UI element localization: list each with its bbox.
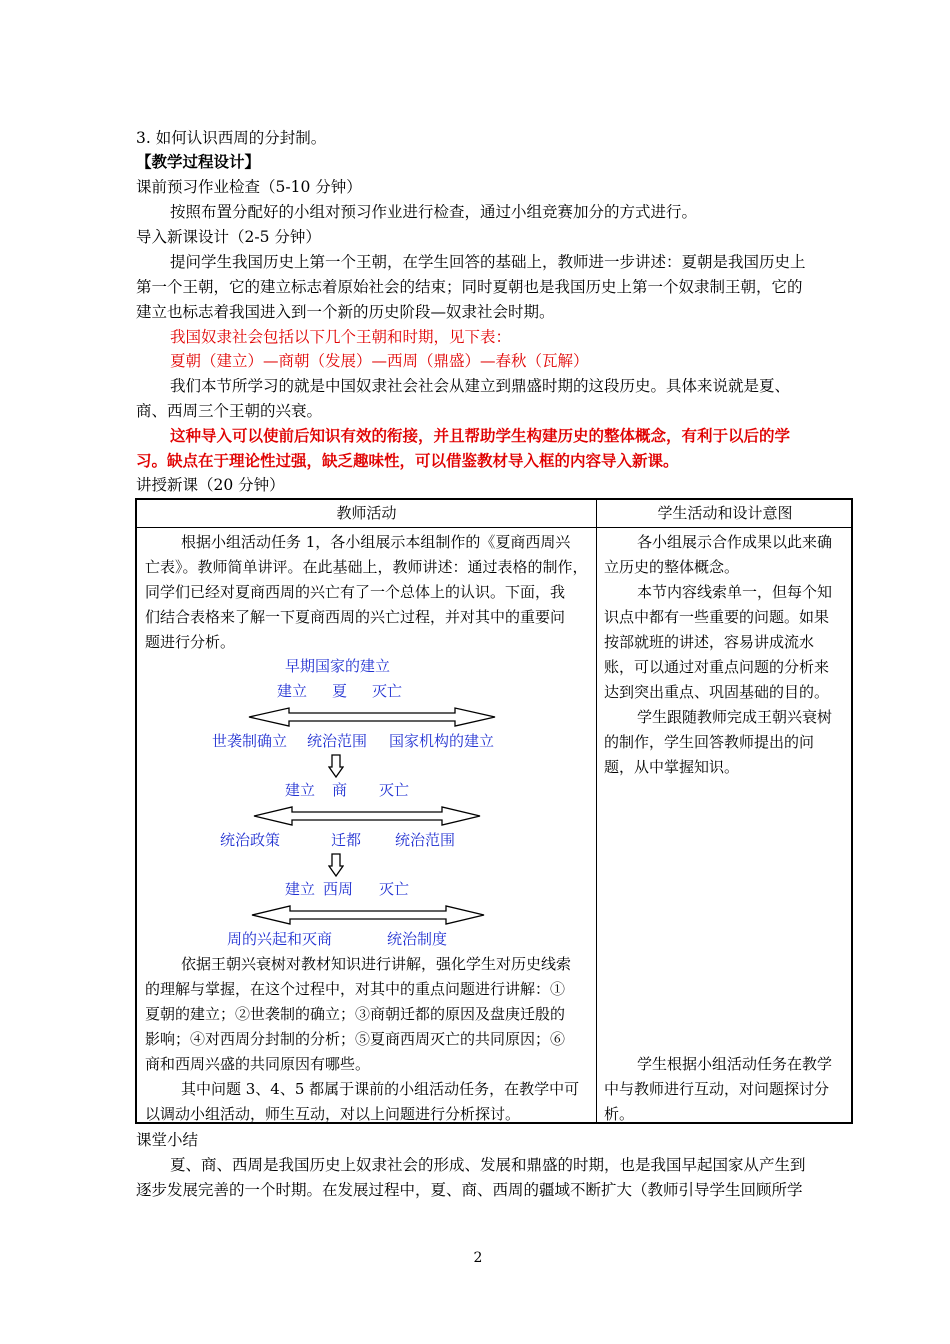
down-arrow-2	[328, 853, 344, 877]
preview-heading: 课前预习作业检查（5-10 分钟）	[136, 178, 362, 196]
shang-double-arrow	[252, 804, 482, 828]
teacher-p3-line: 以调动小组活动，师生互动，对以上问题进行分析探讨。	[145, 1105, 521, 1123]
teacher-p1-line: 亡表》。教师简单讲评。在此基础上，教师讲述：通过表格的制作，	[145, 558, 588, 576]
student-p1-line: 各小组展示合作成果以此来确	[637, 533, 833, 551]
closing-line-1: 夏、商、西周是我国历史上奴隶社会的形成、发展和鼎盛的时期，也是我国早起国家从产生到	[170, 1156, 806, 1174]
xia-state-organs: 国家机构的建立	[389, 732, 495, 750]
zhou-establish: 建立	[285, 880, 316, 898]
shang-policy: 统治政策	[220, 831, 281, 849]
student-p2-line: 账，可以通过对重点问题的分析来	[604, 658, 830, 676]
column-divider	[596, 500, 597, 1122]
xia-fall: 灭亡	[372, 682, 403, 700]
student-p3-line: 的制作，学生回答教师提出的问	[604, 733, 815, 751]
student-p2-line: 本节内容线索单一，但每个知	[637, 583, 833, 601]
summary-line-2: 商、西周三个王朝的兴衰。	[136, 402, 323, 420]
student-p4-line: 中与教师进行互动，对问题探讨分	[604, 1080, 830, 1098]
xia-hereditary: 世袭制确立	[212, 732, 288, 750]
teacher-p2-line: 影响；④对西周分封制的分析；⑤夏商西周灭亡的共同原因；⑥	[145, 1030, 566, 1048]
teacher-p2-line: 夏朝的建立；②世袭制的确立；③商朝迁都的原因及盘庚迁殷的	[145, 1005, 566, 1023]
zhou-double-arrow	[250, 903, 486, 927]
student-p2-line: 识点中都有一些重要的问题。如果	[604, 608, 830, 626]
teacher-p2-line: 的理解与掌握，在这个过程中，对其中的重点问题进行讲解：①	[145, 980, 566, 998]
lead-paragraph-line-3: 建立也标志着我国进入到一个新的历史阶段—奴隶社会时期。	[136, 303, 555, 321]
zhou-label: 西周	[323, 880, 354, 898]
student-p3-line: 题，从中掌握知识。	[604, 758, 740, 776]
student-p2-line: 按部就班的讲述，容易讲成流水	[604, 633, 815, 651]
diagram-title: 早期国家的建立	[285, 657, 391, 675]
xia-territory: 统治范围	[307, 732, 368, 750]
zhou-fall: 灭亡	[379, 880, 410, 898]
xia-establish: 建立	[277, 682, 308, 700]
teacher-p1-line: 同学们已经对夏商西周的兴亡有了一个总体上的认识。下面，我	[145, 583, 566, 601]
summary-line-1: 我们本节所学习的就是中国奴隶社会社会从建立到鼎盛时期的这段历史。具体来说就是夏、	[170, 377, 791, 395]
item-3: 3. 如何认识西周的分封制。	[136, 129, 327, 147]
red-note-line-2: 夏朝（建立）—商朝（发展）—西周（鼎盛）—春秋（瓦解）	[170, 352, 589, 370]
header-student-activity: 学生活动和设计意图	[657, 504, 793, 522]
preview-text: 按照布置分配好的小组对预习作业进行检查，通过小组竞赛加分的方式进行。	[170, 203, 698, 221]
teacher-p3-line: 其中问题 3、4、5 都属于课前的小组活动任务，在教学中可	[181, 1080, 580, 1098]
comment-line-1: 这种导入可以使前后知识有效的衔接，并且帮助学生构建历史的整体概念，有利于以后的学	[170, 426, 791, 445]
closing-heading: 课堂小结	[136, 1131, 199, 1149]
closing-line-2: 逐步发展完善的一个时期。在发展过程中，夏、商、西周的疆域不断扩大（教师引导学生回顾所学	[136, 1181, 803, 1199]
student-p4-line: 学生根据小组活动任务在教学	[637, 1055, 833, 1073]
header-teacher-activity: 教师活动	[336, 504, 397, 522]
lesson-table	[135, 498, 853, 1124]
student-p4-line: 析。	[604, 1105, 635, 1123]
xia-label: 夏	[332, 682, 348, 700]
zhou-system: 统治制度	[387, 930, 448, 948]
teacher-p2-line: 依据王朝兴衰树对教材知识进行讲解，强化学生对历史线索	[181, 955, 572, 973]
lecture-heading: 讲授新课（20 分钟）	[136, 476, 285, 494]
shang-fall: 灭亡	[379, 781, 410, 799]
student-p1-line: 立历史的整体概念。	[604, 558, 740, 576]
lead-paragraph-line-2: 第一个王朝，它的建立标志着原始社会的结束；同时夏朝也是我国历史上第一个奴隶制王朝，它的	[136, 278, 803, 296]
lead-heading: 导入新课设计（2-5 分钟）	[136, 228, 321, 246]
shang-label: 商	[332, 781, 348, 799]
shang-territory: 统治范围	[395, 831, 456, 849]
teacher-p2-line: 商和西周兴盛的共同原因有哪些。	[145, 1055, 371, 1073]
teacher-p1-line: 们结合表格来了解一下夏商西周的兴亡过程，并对其中的重要问	[145, 608, 566, 626]
zhou-rise: 周的兴起和灭商	[227, 930, 333, 948]
student-p3-line: 学生跟随教师完成王朝兴衰树	[637, 708, 833, 726]
shang-capital-move: 迁都	[331, 831, 362, 849]
shang-establish: 建立	[285, 781, 316, 799]
student-p2-line: 达到突出重点、巩固基础的目的。	[604, 683, 830, 701]
teacher-p1-line: 根据小组活动任务 1，各小组展示本组制作的《夏商西周兴	[181, 533, 571, 551]
page-number: 2	[473, 1250, 483, 1266]
lead-paragraph-line-1: 提问学生我国历史上第一个王朝，在学生回答的基础上，教师进一步讲述：夏朝是我国历史上	[170, 253, 806, 271]
section-title: 【教学过程设计】	[136, 152, 261, 171]
teacher-p1-line: 题进行分析。	[145, 633, 236, 651]
red-note-line-1: 我国奴隶社会包括以下几个王朝和时期，见下表：	[170, 328, 512, 346]
down-arrow-1	[328, 754, 344, 778]
comment-line-2: 习。缺点在于理论性过强，缺乏趣味性，可以借鉴教材导入框的内容导入新课。	[136, 451, 679, 470]
xia-double-arrow	[247, 705, 497, 729]
